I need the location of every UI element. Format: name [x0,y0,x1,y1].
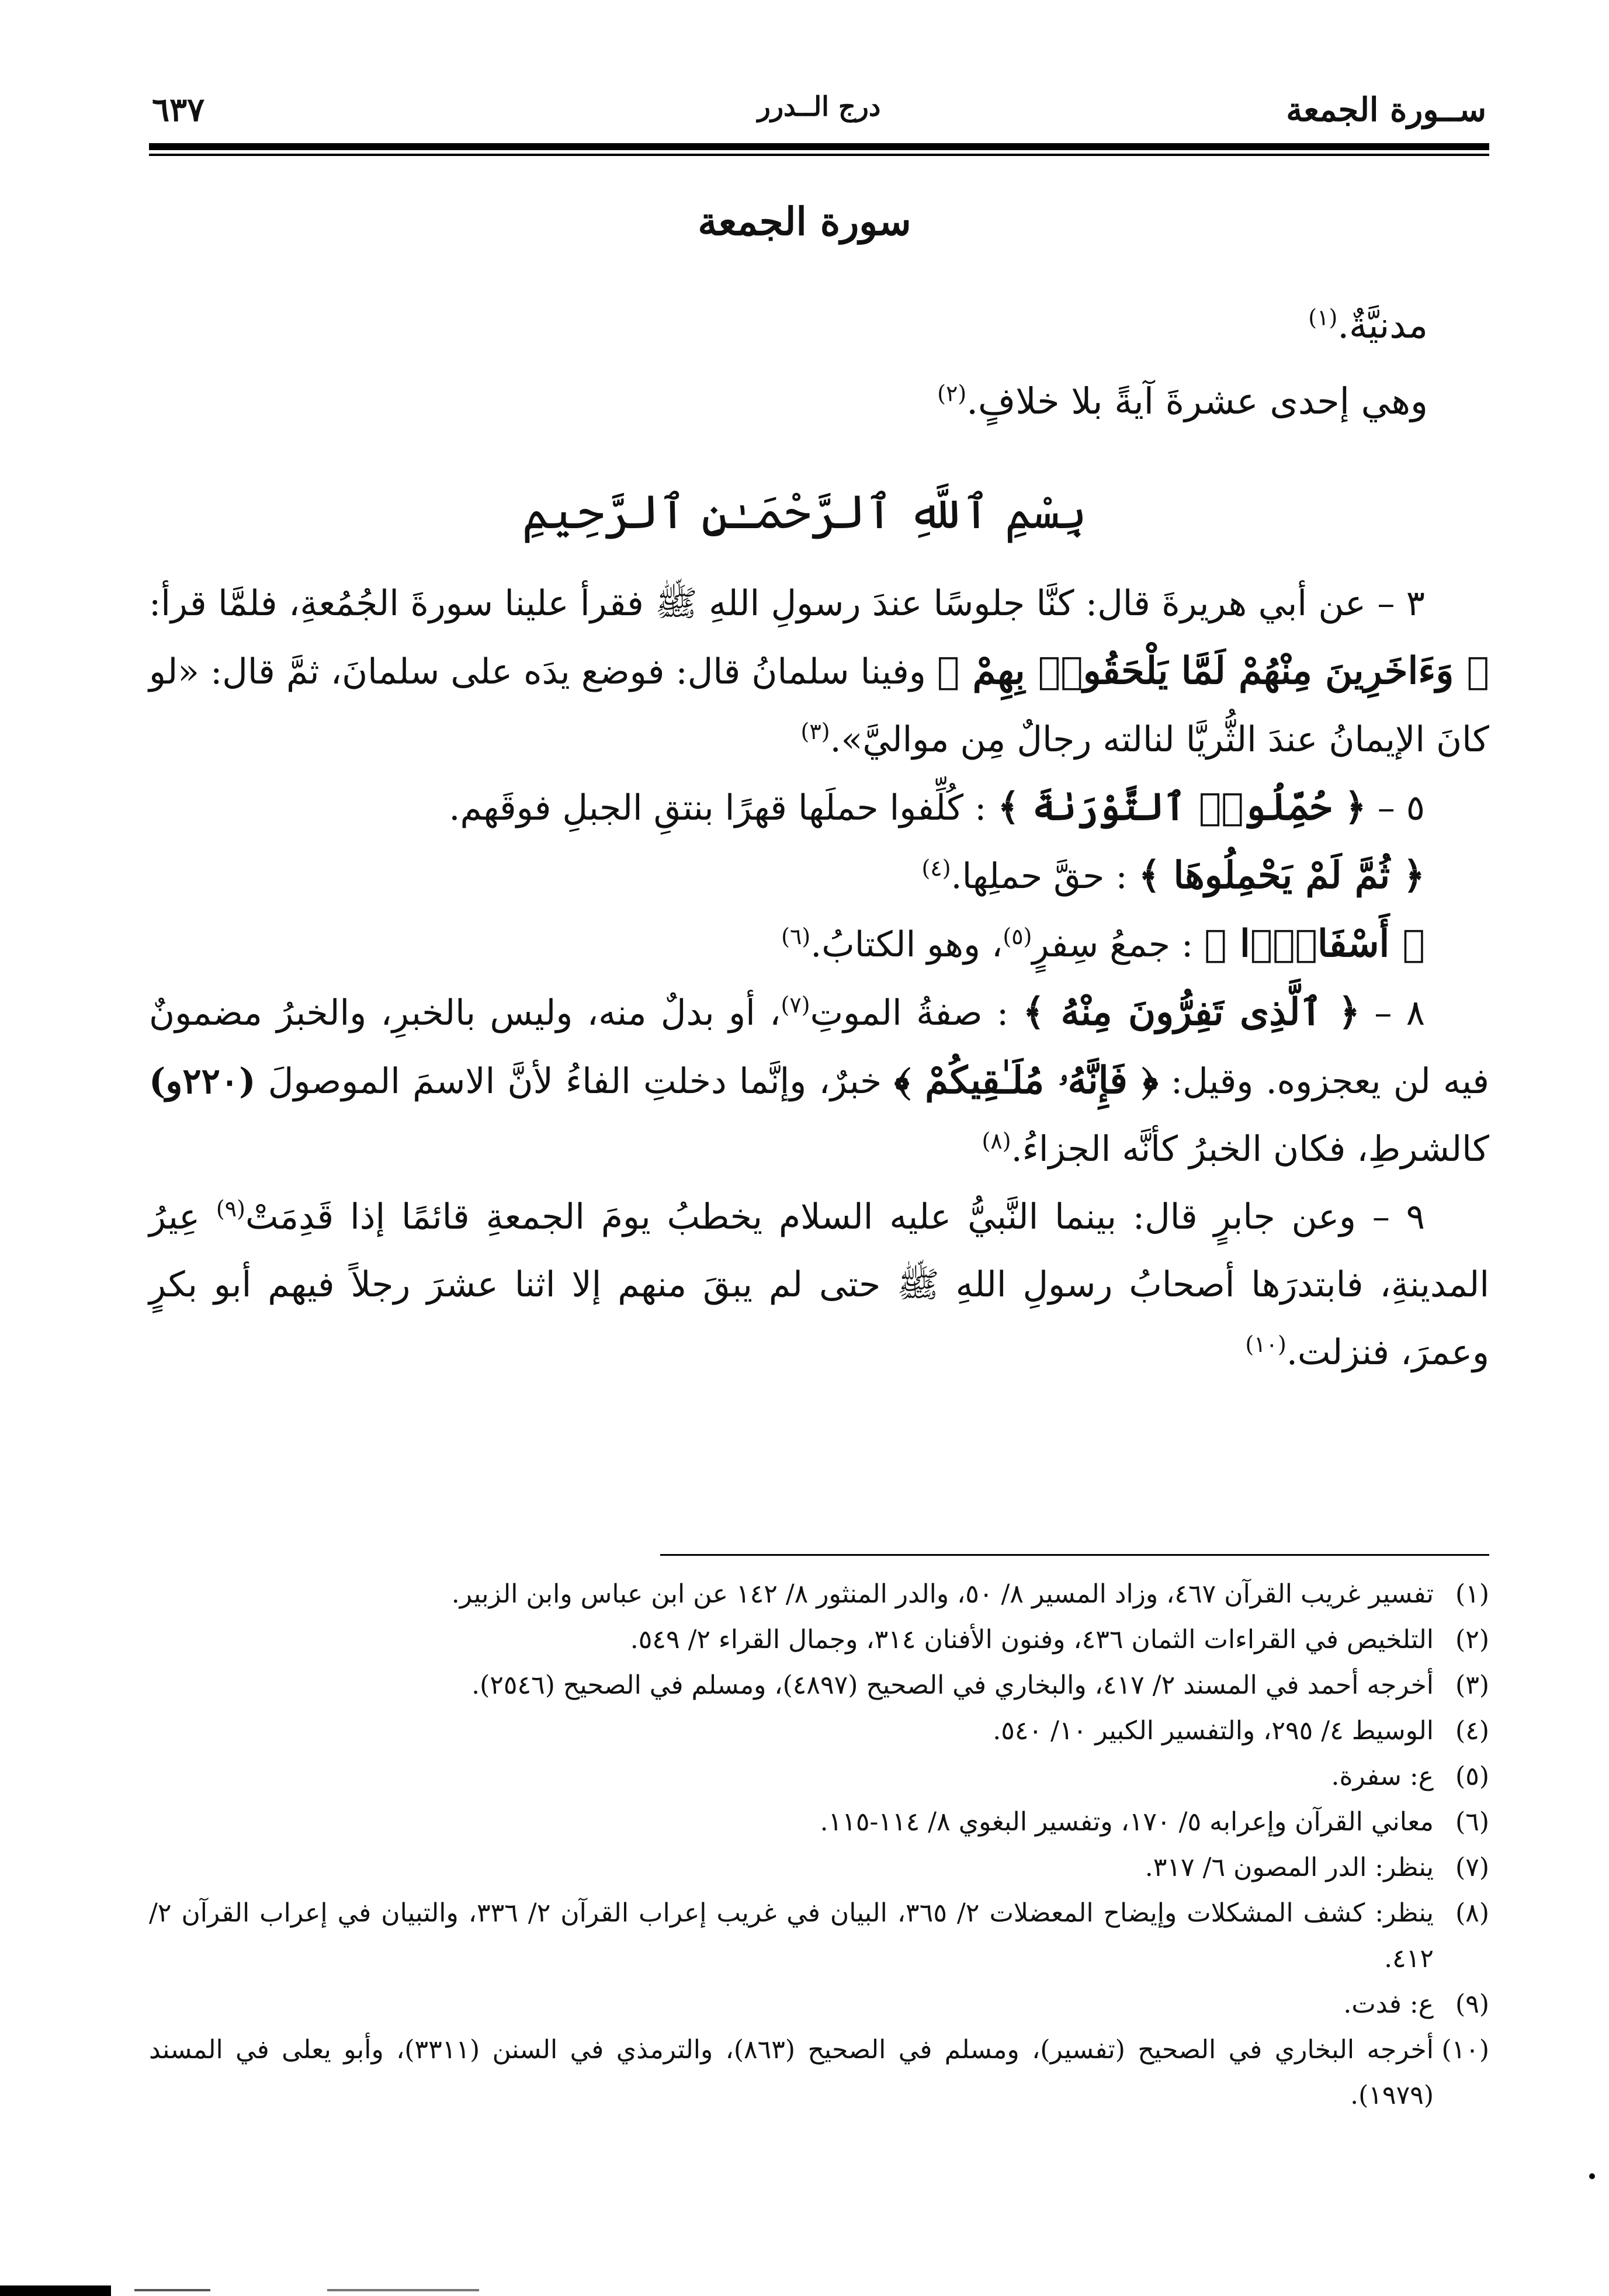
header-rule-thin [149,154,1489,156]
footnote-text: ع: فدت. [1343,1989,1434,2019]
paragraph-verse-5-b [149,842,1489,910]
quran-quote: ﴿ ٱلَّذِى تَفِرُّونَ مِنْهُ ﴾ [1022,990,1360,1034]
footnote-item [149,1754,1489,1799]
footnote-ref: (١٠) [1245,1331,1286,1357]
footnote-ref: (١) [1308,304,1338,331]
footnote-text: ينظر: كشف المشكلات وإيضاح المعضلات ٢/ ٣٦٥، البيان في غريب إعراب القرآن ٢/ ٣٣٦، والتبيان في إعراب القرآن ٢/ ٤١٢. [149,1898,1434,1974]
footnotes [149,1572,1489,2118]
footnote-item [149,1617,1489,1663]
basmala: بِسْمِ ٱللَّهِ ٱلرَّحْمَـٰنِ ٱلرَّحِيمِ [522,485,1087,539]
footnote-item [149,1799,1489,1845]
footnote-number: (٨) [1455,1898,1490,1928]
text-segment: ٩ – وعن جابرٍ قال: بينما النَّبيُّ عليه السلام يخطبُ يومَ الجمعةِ قائمًا إذا قَدِمَتْ [245,1196,1425,1237]
scan-speck [1589,2173,1595,2179]
footnote-item [149,1663,1489,1708]
footnote-number: (٦) [1455,1807,1489,1837]
footnote-number: (٧) [1455,1853,1489,1882]
footnote-ref: (٤) [921,855,951,881]
footnote-number: (٩) [1455,1989,1489,2019]
paragraph-verse-9 [149,1183,1489,1386]
text-segment: وفينا سلمانُ قال: فوضع يدَه على سلمانَ، ثمَّ قال: «لو كانَ الإيمانُ عندَ الثُّريَّا لنالته رجالٌ مِن مواليَّ». [149,651,1489,760]
verse-number: ٨ – [1374,993,1425,1033]
running-header [152,91,1486,131]
header-surah-name: ســورة الجمعة [1286,91,1486,129]
verse-number: ٥ – [1377,788,1425,828]
quran-quote: ﴿ حُمِّلُوا۟ ٱلتَّوْرَىٰةَ ﴾ [997,785,1367,829]
footnote-text: ع: سفرة. [1331,1761,1434,1791]
quran-quote: ﴿ أَسْفَارًۢا ﴾ [1204,922,1425,966]
footnote-text: ينظر: الدر المصون ٦/ ٣١٧. [1145,1853,1434,1882]
footnote-ref: (٥) [1003,924,1032,949]
footnote-ref: (٣) [800,719,830,744]
quran-quote: ﴿ وَءَاخَرِينَ مِنْهُمْ لَمَّا يَلْحَقُوا۟ بِهِمْ ﴾ [937,649,1490,693]
text-segment: : جمعُ سِفرٍ [1032,924,1194,965]
text-segment: : حقَّ حملِها. [951,856,1128,897]
intro-text-1: مدنيَّةٌ. [1337,304,1428,346]
text-segment: : كُلِّفوا حملَها قهرًا بنتقِ الجبلِ فوقَهم. [449,788,987,828]
footnote-item [149,1891,1489,1982]
text-segment: عِيرُ المدينةِ، فابتدرَها أصحابُ رسولِ اللهِ ﷺ حتى لم يبقَ منهم إلا اثنا عشرَ رجلاً فيهم أبو بكرٍ وعمرَ، فنزلت. [149,1196,1489,1373]
footnote-number: (٣) [1455,1670,1489,1700]
quran-quote: ﴿ فَإِنَّهُۥ مُلَـٰقِيكُمْ ﴾ [894,1059,1159,1102]
text-segment: ، وهو الكتابُ. [810,924,1003,965]
intro-line-2 [152,380,1428,422]
footnote-ref: (٢) [937,380,967,407]
footnote-text: الوسيط ٤/ ٢٩٥، والتفسير الكبير ١٠/ ٥٤٠. [993,1716,1434,1746]
intro-line-1 [152,304,1428,346]
text-segment: ٣ – عن أبي هريرةَ قال: كنَّا جلوسًا عندَ رسولِ اللهِ ﷺ فقرأ علينا سورةَ الجُمُعةِ، فلمَّا قرأ: [149,583,1425,624]
main-text [149,570,1489,1386]
footnote-number: (٥) [1455,1761,1489,1791]
footnote-item [149,1572,1489,1617]
text-segment: خبرٌ، وإنَّما دخلتِ الفاءُ لأنَّ الاسمَ الموصولَ [268,1061,882,1102]
footnote-number: (٤) [1455,1716,1489,1746]
footnote-text: التلخيص في القراءات الثمان ٤٣٦، وفنون الأفنان ٣١٤، وجمال القراء ٢/ ٥٤٩. [630,1625,1434,1655]
manuscript-folio-marker: (٢٢٠و) [149,1061,256,1102]
footnote-ref: (٨) [982,1128,1011,1154]
header-book-title: درج الــدرر [757,91,881,122]
surah-title: سورة الجمعة [698,199,911,244]
scan-edge-mark [134,2289,210,2291]
footnote-number: (١٠) [1441,2035,1489,2065]
footnote-item [149,1708,1489,1754]
footnote-text: أخرجه البخاري في الصحيح (تفسير)، ومسلم في الصحيح (٨٦٣)، والترمذي في السنن (٣٣١١)، وأبو يعلى في المسند (١٩٧٩). [149,2035,1434,2110]
scan-edge-mark [0,2285,111,2296]
paragraph-verse-3 [149,570,1489,774]
paragraph-verse-5 [149,774,1489,842]
footnote-text: معاني القرآن وإعرابه ٥/ ١٧٠، وتفسير البغوي ٨/ ١١٤-١١٥. [820,1807,1434,1837]
intro-text-2: وهي إحدى عشرةَ آيةً بلا خلافٍ. [966,380,1428,422]
footnote-item [149,1982,1489,2027]
header-page-number: ٦٣٧ [152,91,205,129]
footnote-number: (١) [1455,1579,1489,1609]
text-segment: : صفةُ الموتِ [810,993,1009,1033]
footnote-item [149,1845,1489,1891]
paragraph-verse-8 [149,979,1489,1183]
text-segment: كالشرطِ، فكان الخبرُ كأنَّه الجزاءُ. [1011,1129,1489,1170]
footnote-text: تفسير غريب القرآن ٤٦٧، وزاد المسير ٨/ ٥٠، والدر المنثور ٨/ ١٤٢ عن ابن عباس وابن الزبير. [451,1579,1434,1609]
footnote-ref: (٧) [781,992,810,1018]
footnote-ref: (٦) [781,924,811,949]
footnote-text: أخرجه أحمد في المسند ٢/ ٤١٧، والبخاري في الصحيح (٤٨٩٧)، ومسلم في الصحيح (٢٥٤٦). [471,1670,1434,1700]
text-segment: ، أو بدلٌ منه، وليس بالخبرِ، والخبرُ مضمونٌ فيه لن يعجزوه. وقيل: [149,993,1489,1102]
scan-edge-mark [327,2289,479,2291]
footnote-item [149,2027,1489,2118]
header-rule-thick [149,143,1489,150]
footnote-number: (٢) [1455,1625,1489,1655]
footnote-separator [660,1554,1489,1556]
footnote-ref: (٩) [216,1196,245,1222]
paragraph-verse-5-c [149,910,1489,979]
quran-quote: ﴿ ثُمَّ لَمْ يَحْمِلُوهَا ﴾ [1138,854,1425,897]
